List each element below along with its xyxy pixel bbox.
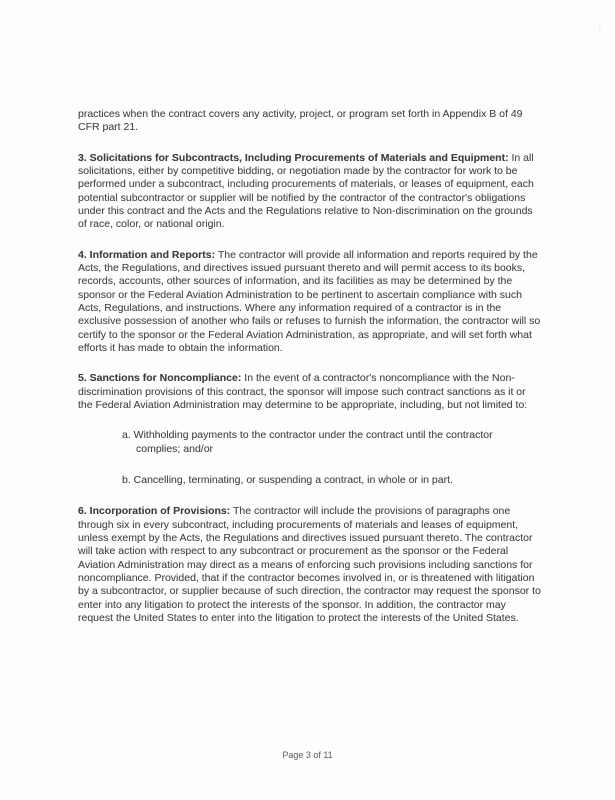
- intro-paragraph: practices when the contract covers any activity, project, or program set forth in Appendix B of 49 CFR part 21.: [78, 108, 523, 134]
- section-4-text: The contractor will provide all information and reports required by the Acts, the Regulations, and directives issued pursuant thereto and will permit access to its books, records, accounts, other sources of information, and its facilities as may be determined by the sponsor or the Federal Aviation Administration to be pertinent to ascertain compliance with such Acts, Regulations, and instructions. Where any information required of a contractor is in the exclusive possession of another who fails or refuses to furnish the information, the contractor will so certify to the sponsor or the Federal Aviation Administration, as appropriate, and will set forth what efforts it has made to obtain the information.: [78, 248, 541, 354]
- section-4-label: 4. Information and Reports:: [78, 248, 216, 261]
- section-3-label: 3. Solicitations for Subcontracts, Including Procurements of Materials and Equipment:: [78, 151, 509, 164]
- section-6-label: 6. Incorporation of Provisions:: [78, 505, 231, 518]
- list-item-a: a. Withholding payments to the contractor under the contract until the contractor complies; and/or: [122, 429, 493, 455]
- section-5-text: In the event of a contractor's noncompliance with the Non-discrimination provisions of this contract, the sponsor will impose such contract sanctions as it or the Federal Aviation Administration may determine to be appropriate, including, but not limited to:: [78, 372, 528, 411]
- list-item-b: b. Cancelling, terminating, or suspending a contract, in whole or in part.: [122, 473, 453, 486]
- section-6-text: The contractor will include the provisions of paragraphs one through six in every subcontract, including procurements of materials and leases of equipment, unless exempt by the Acts, the Regulations and directives issued pursuant thereto. The contractor will take action with respect to any subcontract or procurement as the sponsor or the Federal Aviation Administration may direct as a means of enforcing such provisions including sanctions for noncompliance. Provided, that if the contractor becomes involved in, or is threatened with litigation by a subcontractor, or supplier because of such direction, the contractor may request the sponsor to enter into any litigation to protect the interests of the sponsor. In addition, the contractor may request the United States to enter into the litigation to protect the interests of the United States.: [78, 505, 541, 624]
- section-3-text: In all solicitations, either by competitive bidding, or negotiation made by the contractor for work to be performed under a subcontract, including procurements of materials, or leases of equipment, each potential subcontractor or supplier will be notified by the contractor of the contractor's obligations under this contract and the Acts and the Regulations relative to Non-discrimination on the grounds of race, color, or national origin.: [78, 151, 534, 231]
- page-footer: Page 3 of 11: [282, 750, 333, 760]
- document-body: [78, 108, 542, 642]
- section-5-label: 5. Sanctions for Noncompliance:: [78, 372, 242, 385]
- section-3: [78, 152, 542, 232]
- scan-artifact: :: [598, 24, 601, 33]
- section-6: [78, 505, 542, 625]
- section-4: [78, 249, 542, 356]
- section-5: [78, 372, 542, 412]
